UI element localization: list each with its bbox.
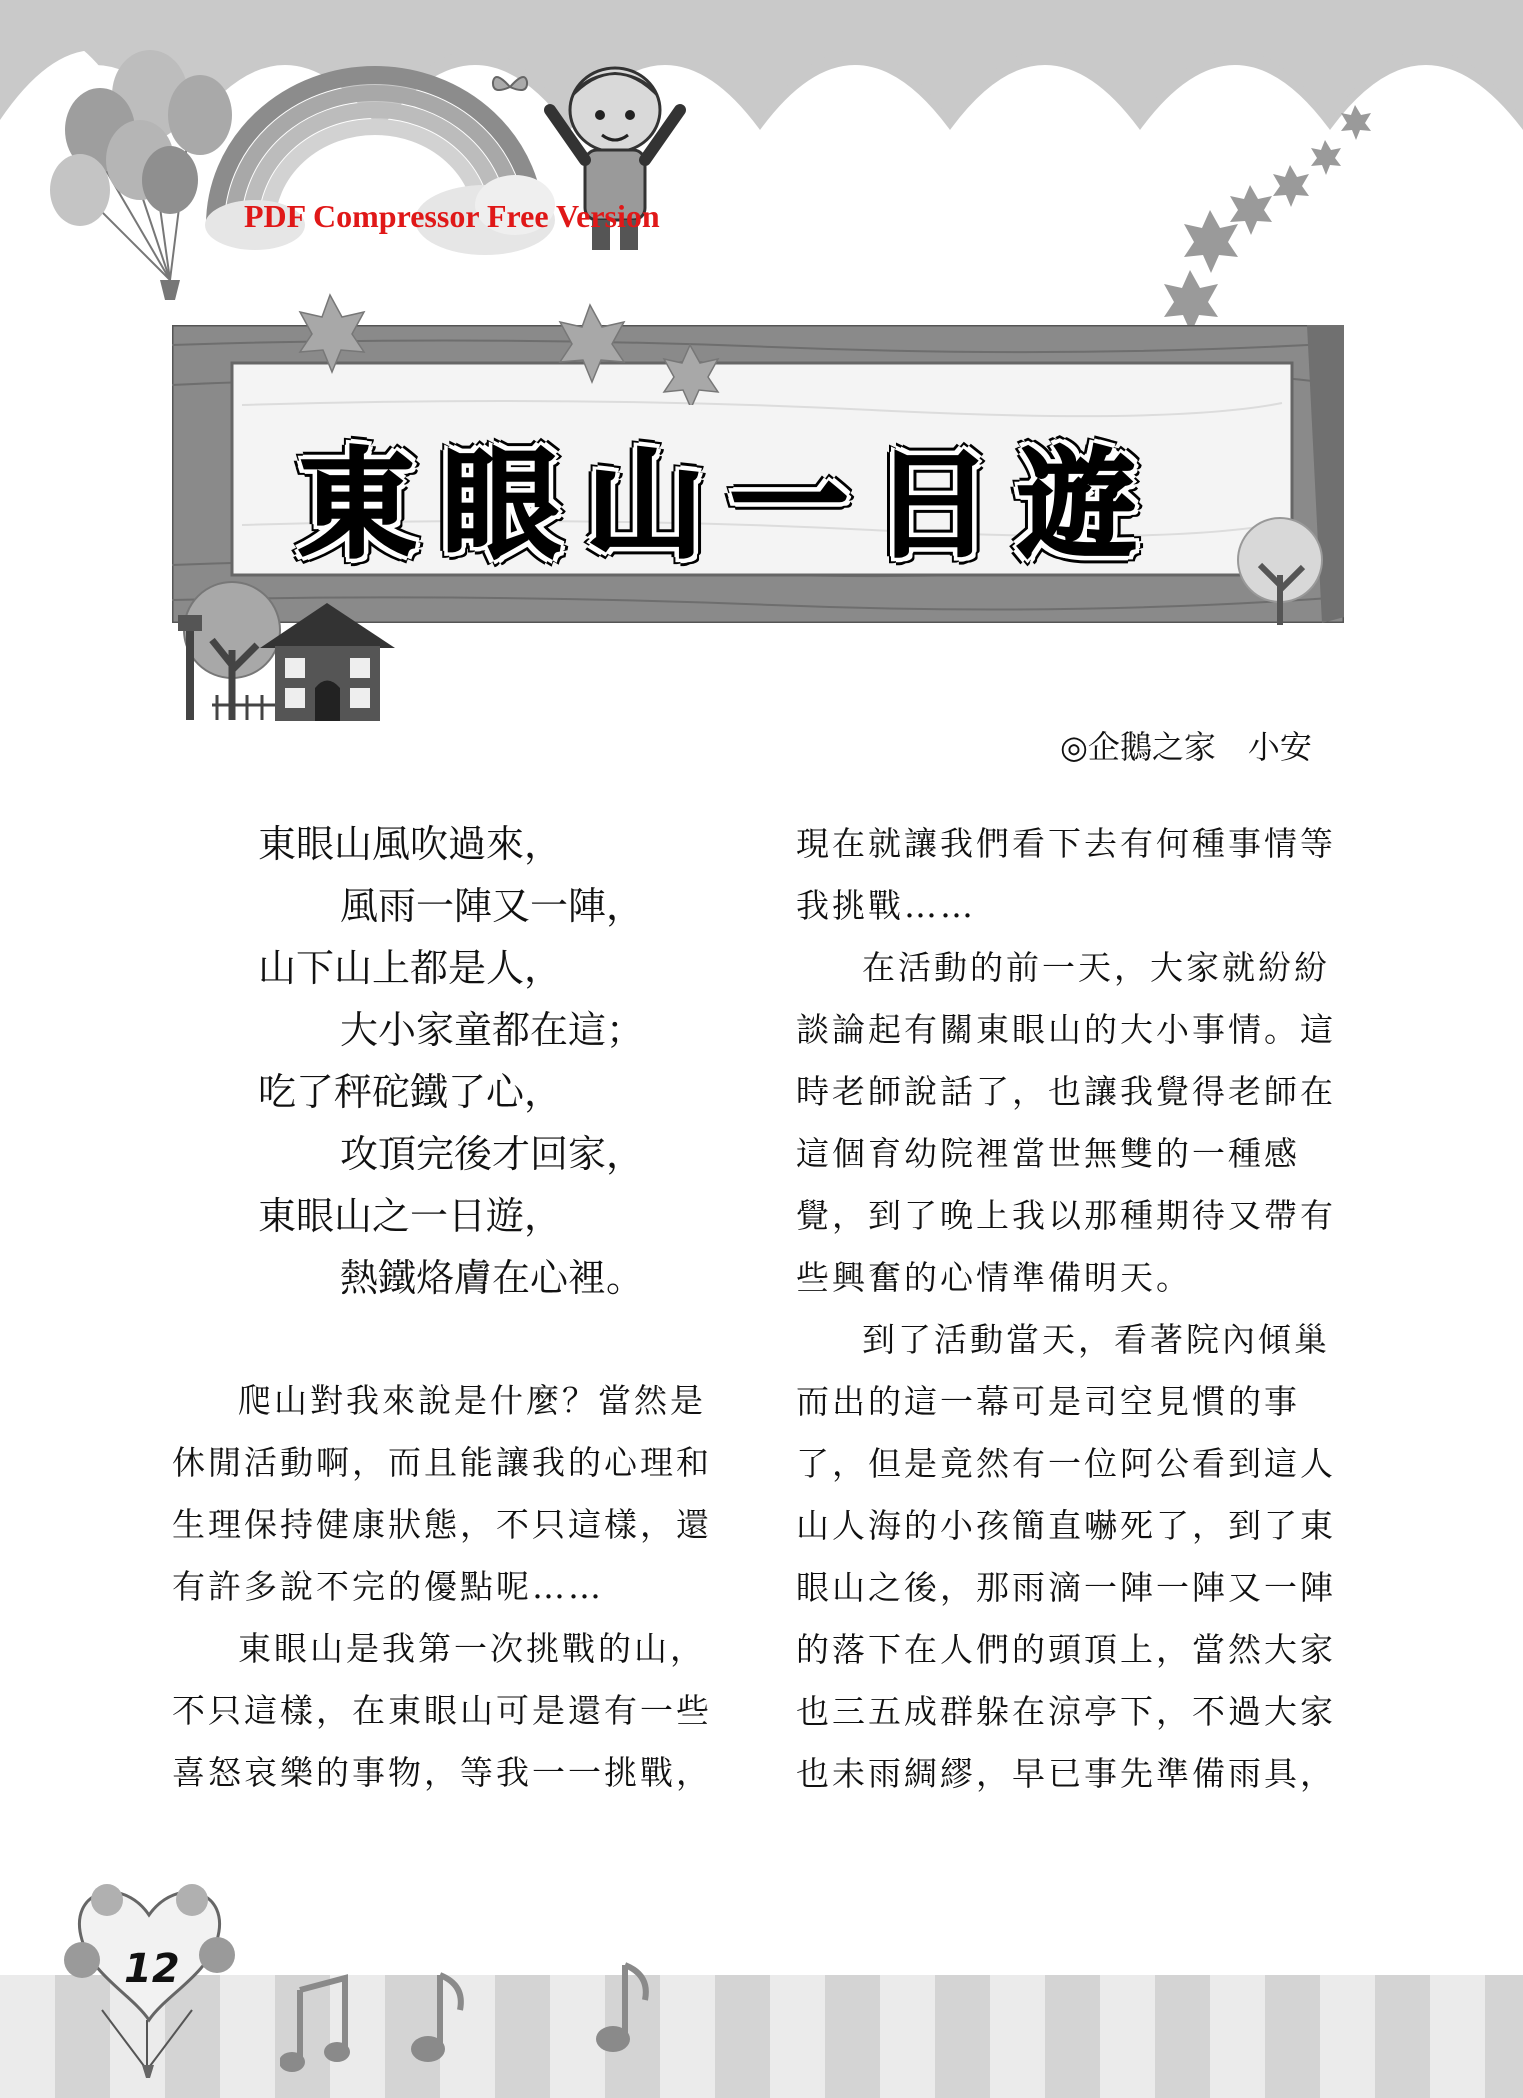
page-number: 12	[124, 1946, 180, 1992]
house-icon	[255, 598, 400, 723]
butterfly-icon	[490, 70, 530, 105]
paragraph: 東眼山是我第一次挑戰的山，不只這樣，在東眼山可是還有一些喜怒哀樂的事物，等我一一挑戰，	[172, 1629, 712, 1792]
right-column-text	[796, 813, 1356, 1805]
music-note-icon	[400, 1965, 475, 2075]
poem-line: 風雨一陣又一陣，	[340, 884, 645, 928]
poem-line: 熱鐵烙膚在心裡。	[340, 1256, 645, 1300]
poem-line: 山下山上都是人，	[258, 946, 563, 990]
paragraph: 到了活動當天，看著院內傾巢而出的這一幕可是司空見慣的事了，但是竟然有一位阿公看到這人山人海的小孩簡直嚇死了，到了東眼山之後，那雨滴一陣一陣又一陣的落下在人們的頭頂上，當然大家也三五成群躲在涼亭下，不過大家也未雨綢繆，早已事先準備雨具，	[796, 1320, 1336, 1793]
left-column-text	[172, 1370, 732, 1804]
maple-leaf-icon	[290, 285, 740, 405]
poem-line: 大小家童都在這；	[340, 1008, 645, 1052]
tree-icon	[1225, 515, 1335, 630]
byline: ◎企鵝之家 小安	[1060, 728, 1312, 766]
music-note-icon	[280, 1970, 355, 2080]
page-title: 東眼山一日遊	[297, 436, 1162, 574]
paragraph: 爬山對我來說是什麼？當然是休閒活動啊，而且能讓我的心理和生理保持健康狀態，不只這樣，還有許多說不完的優點呢……	[172, 1381, 712, 1606]
paragraph: 現在就讓我們看下去有何種事情等我挑戰……	[796, 824, 1336, 925]
poem-line: 東眼山風吹過來，	[258, 822, 563, 866]
music-note-icon	[585, 1955, 660, 2065]
poem-line: 吃了秤砣鐵了心，	[258, 1070, 563, 1114]
watermark: PDF Compressor Free Version	[244, 198, 660, 234]
poem-line: 東眼山之一日遊，	[258, 1194, 563, 1238]
paragraph: 在活動的前一天，大家就紛紛談論起有關東眼山的大小事情。這時老師說話了，也讓我覺得老師在這個育幼院裡當世無雙的一種感覺，到了晚上我以那種期待又帶有些興奮的心情準備明天。	[796, 948, 1336, 1297]
poem-line: 攻頂完後才回家，	[340, 1132, 645, 1176]
